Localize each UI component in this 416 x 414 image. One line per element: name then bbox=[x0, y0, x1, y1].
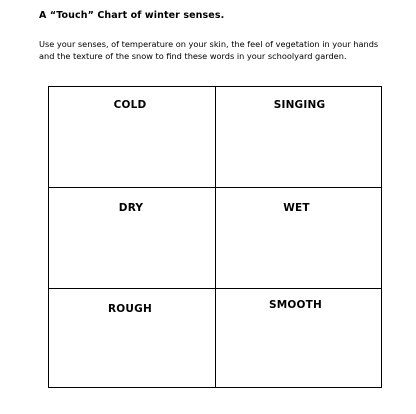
worksheet-instructions: Use your senses, of temperature on your skin, the feel of vegetation in your hands and the texture of the snow to find these words in your schoolyard garden. bbox=[39, 39, 379, 61]
worksheet-title: A “Touch” Chart of winter senses. bbox=[39, 10, 225, 21]
cell-dry bbox=[49, 188, 216, 289]
cell-wet bbox=[216, 188, 381, 289]
touch-chart-grid bbox=[48, 86, 382, 388]
word-cold: COLD bbox=[113, 99, 147, 111]
cell-smooth bbox=[216, 289, 381, 387]
cell-rough bbox=[49, 289, 216, 387]
word-singing: SINGING bbox=[273, 99, 326, 111]
word-wet: WET bbox=[283, 202, 310, 214]
word-dry: DRY bbox=[118, 202, 144, 214]
word-smooth: SMOOTH bbox=[268, 299, 322, 311]
cell-singing bbox=[216, 87, 381, 188]
cell-cold bbox=[49, 87, 216, 188]
word-rough: ROUGH bbox=[108, 303, 152, 315]
